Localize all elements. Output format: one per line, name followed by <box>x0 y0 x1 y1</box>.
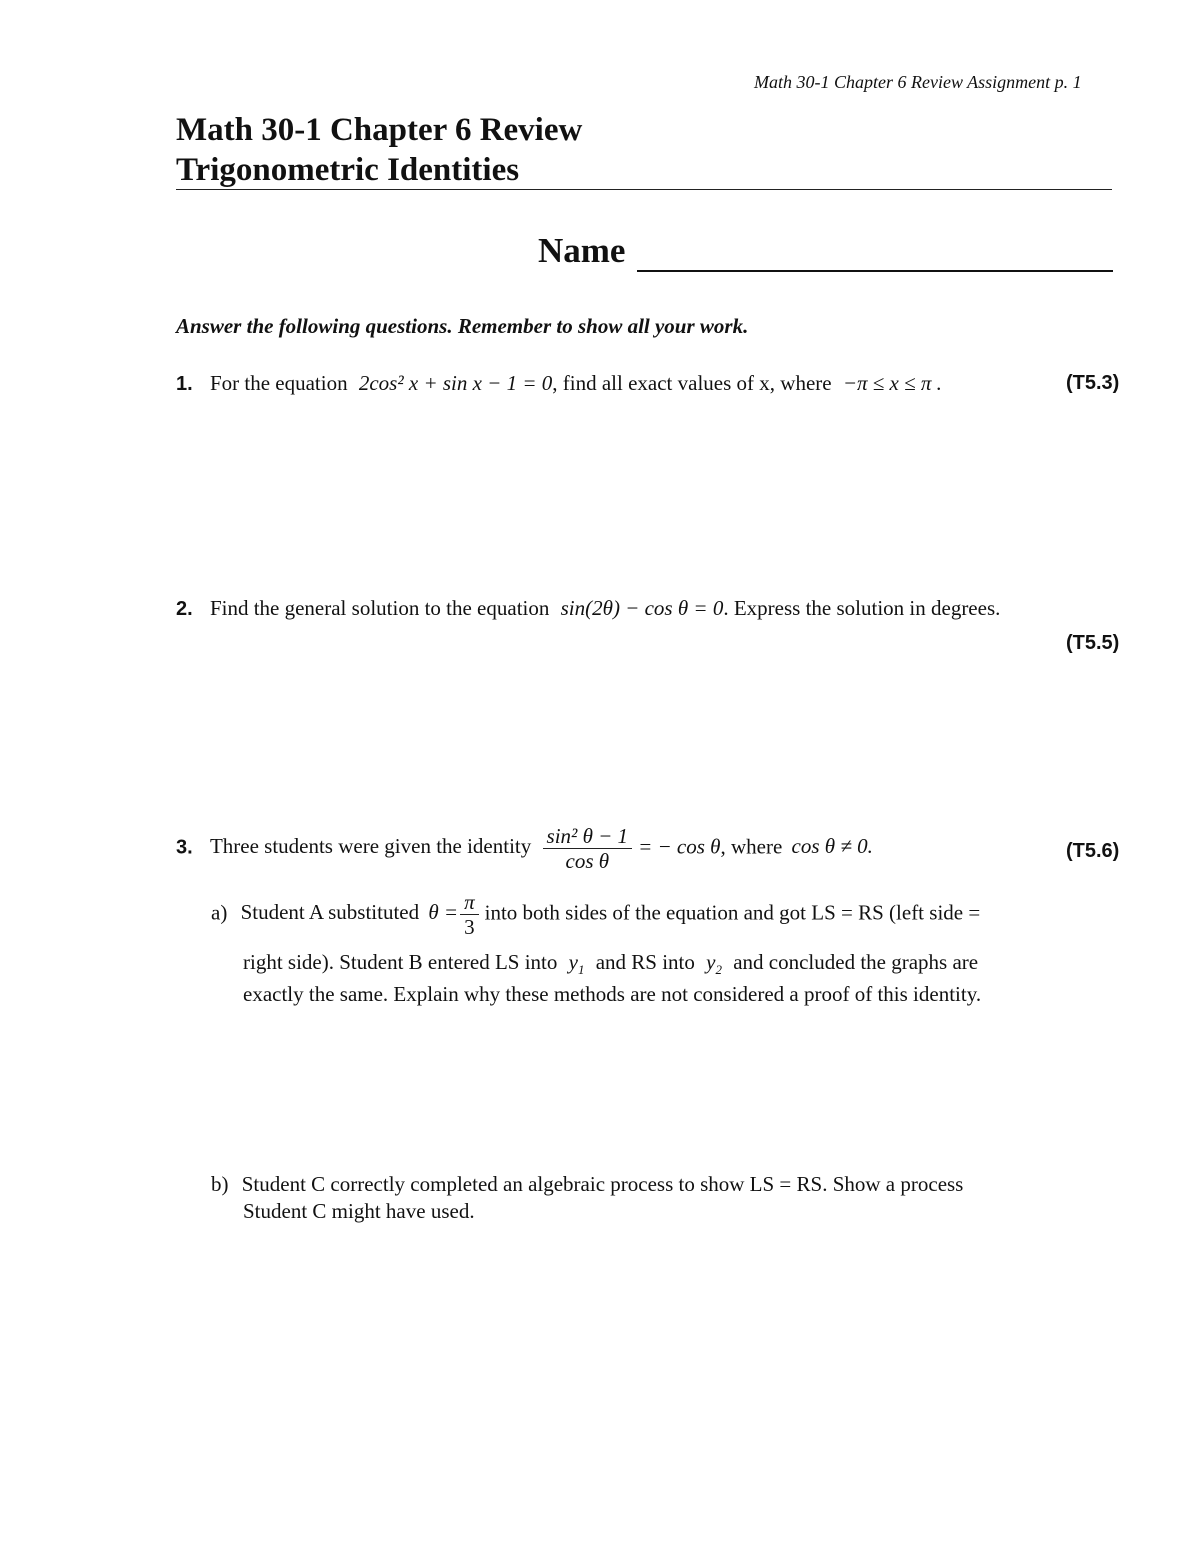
document-title: Math 30-1 Chapter 6 Review <box>176 112 583 148</box>
question-text: Three students were given the identity <box>209 834 532 859</box>
title-divider <box>176 189 1112 190</box>
question-3b <box>211 1172 963 1197</box>
question-number: 2. <box>176 598 193 620</box>
outcome-tag: (T5.6) <box>1066 840 1120 862</box>
y2-variable: $y_2$ <box>706 950 722 978</box>
fraction-denominator: 3 <box>464 915 475 939</box>
question-number: 3. <box>176 836 193 859</box>
part-text: right side). Student B entered LS into <box>243 950 558 974</box>
part-text: and concluded the graphs are <box>733 950 979 974</box>
outcome-tag: (T5.5) <box>1066 632 1120 654</box>
domain-condition: −π ≤ x ≤ π . <box>842 371 942 395</box>
fraction-numerator: π <box>460 890 479 915</box>
page-header-reference: Math 30-1 Chapter 6 Review Assignment p. 1 <box>754 72 1082 92</box>
name-label: Name <box>538 231 626 270</box>
part-text: and RS into <box>595 950 695 974</box>
equation: sin(2θ) − cos θ = 0 <box>560 596 724 620</box>
question-3b-line-2: Student C might have used. <box>243 1199 475 1223</box>
equation: 2cos² x + sin x − 1 = 0 <box>358 371 553 395</box>
question-3a-line-2 <box>243 950 978 978</box>
question-3a <box>211 890 980 939</box>
question-3a-line-3: exactly the same. Explain why these methods are not considered a proof of this identity. <box>243 982 982 1006</box>
part-text: into both sides of the equation and got LS = RS (left side = <box>484 900 981 925</box>
part-text: Student C correctly completed an algebraic process to show LS = RS. Show a process <box>241 1172 964 1196</box>
document-subtitle: Trigonometric Identities <box>176 152 520 188</box>
part-label: b) <box>211 1172 229 1196</box>
pi-over-three-fraction <box>460 890 479 939</box>
question-text: , find all exact values of x, where <box>552 371 832 395</box>
theta-equals: θ = <box>428 900 459 925</box>
fraction-denominator: cos θ <box>565 849 610 873</box>
question-text: Find the general solution to the equation <box>209 596 550 620</box>
question-3 <box>176 824 873 873</box>
question-text: . Express the solution in degrees. <box>723 596 1001 620</box>
part-label: a) <box>211 900 228 925</box>
y1-variable: $y_1$ <box>568 950 585 978</box>
name-blank-line[interactable] <box>637 270 1113 272</box>
part-text: Student A substituted <box>240 900 420 925</box>
fraction-numerator: sin² θ − 1 <box>543 824 633 849</box>
question-2 <box>176 596 1000 621</box>
question-1 <box>176 371 942 396</box>
outcome-tag: (T5.3) <box>1066 372 1120 394</box>
identity-fraction <box>543 824 633 873</box>
identity-condition: cos θ ≠ 0. <box>791 834 873 859</box>
question-text: For the equation <box>209 371 348 395</box>
question-number: 1. <box>176 373 193 395</box>
identity-rhs: = − cos θ <box>638 834 721 859</box>
instructions: Answer the following questions. Remember to show all your work. <box>176 314 749 338</box>
question-text: , where <box>720 834 783 859</box>
